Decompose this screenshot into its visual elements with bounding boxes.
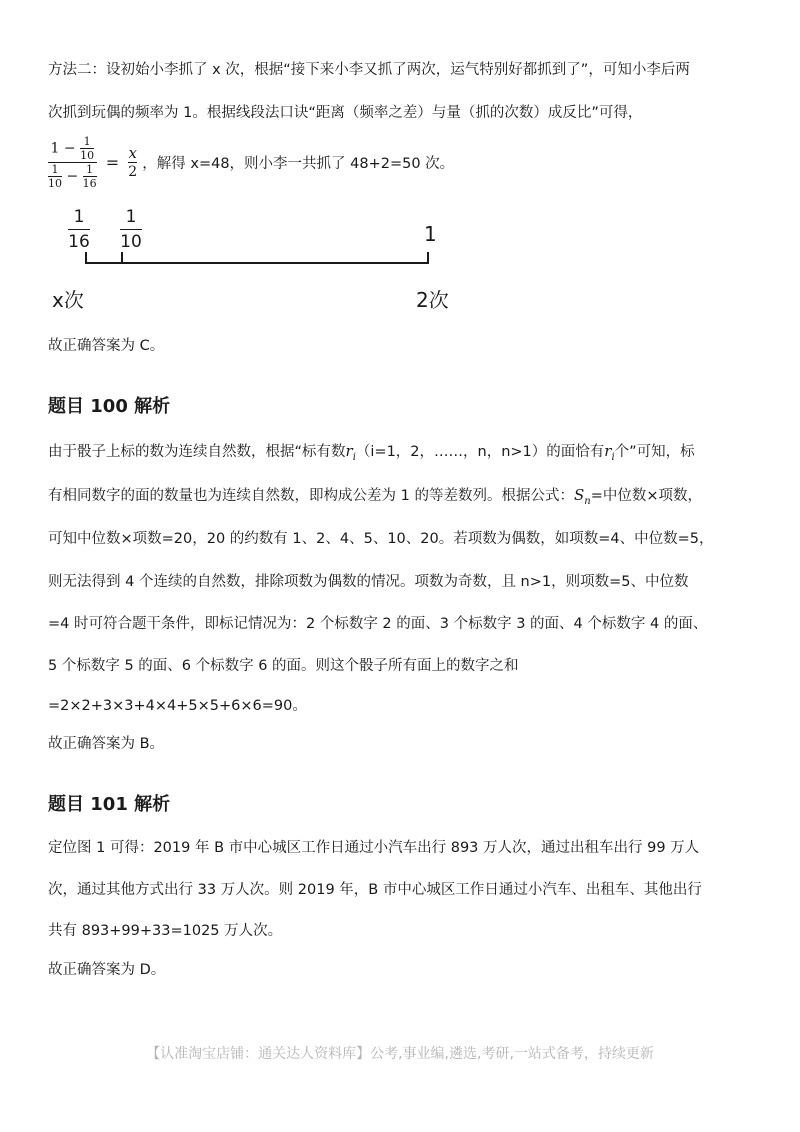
equation-lhs-fraction xyxy=(48,136,97,189)
q101-line-2: 次，通过其他方式出行 33 万人次。则 2019 年，B 市中心城区工作日通过小汽车、出租车、其他出行 xyxy=(48,882,702,898)
diagram-right-label: 2次 xyxy=(416,288,449,312)
line-segment-diagram xyxy=(48,200,468,320)
q100-l1-part-c: 个”可知，标 xyxy=(614,444,695,460)
q100-ri-symbol xyxy=(345,442,356,463)
eq-rhs-numerator: x xyxy=(128,144,137,162)
footer-watermark: 【认准淘宝店铺：通关达人资料库】公考,事业编,遴选,考研,一站式备考，持续更新 xyxy=(146,1046,654,1062)
eq-num-inner-denominator: 10 xyxy=(80,149,95,162)
eq-den-minus: − xyxy=(66,168,79,185)
q100-line-1 xyxy=(48,441,758,468)
q100-line-7: =2×2+3×3+4×4+5×5+6×6=90。 xyxy=(48,698,307,714)
q100-line-3: 可知中位数×项数=20，20 的约数有 1、2、4、5、10、20。若项数为偶数，如项数=4、中位数=5， xyxy=(48,531,714,547)
diagram-left-label: x次 xyxy=(52,288,84,312)
q100-ri-sub: i xyxy=(352,452,356,463)
method2-line-1: 方法二：设初始小李抓了 x 次，根据“接下来小李又抓了两次，运气特别好都抓到了”，可知小李后两 xyxy=(48,62,690,78)
q100-ri2-sub: i xyxy=(611,452,615,463)
diagram-left-numerator: 1 xyxy=(73,207,85,227)
diagram-left-denominator: 16 xyxy=(68,232,90,252)
diagram-segment xyxy=(48,200,468,320)
diagram-mid-numerator: 1 xyxy=(125,207,137,227)
method2-line-2: 次抓到玩偶的频率为 1。根据线段法口诀“距离（频率之差）与量（抓的次数）成反比”可得， xyxy=(48,105,643,121)
q100-l1-part-a: 由于骰子上标的数为连续自然数，根据“标有数 xyxy=(48,444,346,460)
eq-den-first-numerator: 1 xyxy=(51,163,59,176)
q101-line-3: 共有 893+99+33=1025 万人次。 xyxy=(48,923,283,939)
eq-equals-sign: = xyxy=(105,153,120,172)
q100-sn-symbol xyxy=(573,486,591,507)
q101-line-1: 定位图 1 可得：2019 年 B 市中心城区工作日通过小汽车出行 893 万人次，通过出租车出行 99 万人 xyxy=(48,840,700,856)
eq-num-one-minus: 1 − xyxy=(50,140,76,157)
q100-line-6: 5 个标数字 5 的面、6 个标数字 6 的面。则这个骰子所有面上的数字之和 xyxy=(48,658,519,674)
eq-den-first-denominator: 10 xyxy=(48,177,62,190)
eq-rhs-denominator: 2 xyxy=(128,164,138,180)
diagram-mid-denominator: 10 xyxy=(120,232,142,252)
eq-num-inner-numerator: 1 xyxy=(83,135,91,148)
q100-l1-part-b: （i=1，2，……，n，n>1）的面恰有 xyxy=(355,444,605,460)
method2-answer: 故正确答案为 C。 xyxy=(48,338,165,354)
q101-answer: 故正确答案为 D。 xyxy=(48,962,166,978)
equation-rhs-fraction xyxy=(128,145,137,180)
q100-heading: 题目 100 解析 xyxy=(48,396,171,417)
eq-den-second-denominator: 16 xyxy=(82,177,97,190)
eq-num-inner-fraction xyxy=(80,136,94,161)
q100-ri-r: r xyxy=(345,442,353,460)
diagram-right-value: 1 xyxy=(424,222,437,246)
q100-line-2 xyxy=(48,485,758,512)
q100-line-4: 则无法得到 4 个连续的自然数，排除项数为偶数的情况。项数为奇数，且 n>1，则项数=5、中位数 xyxy=(48,574,689,590)
q101-heading: 题目 101 解析 xyxy=(48,794,171,815)
eq-solution-text: ，解得 x=48，则小李一共抓了 48+2=50 次。 xyxy=(142,156,455,172)
q100-sn-s: S xyxy=(573,486,585,504)
q100-line-5: =4 时可符合题干条件，即标记情况为：2 个标数字 2 的面、3 个标数字 3 的面、4 个标数字 4 的面、 xyxy=(48,616,708,632)
q100-answer: 故正确答案为 B。 xyxy=(48,736,165,752)
q100-l2-part-a: 有相同数字的面的数量也为连续自然数，即构成公差为 1 的等差数列。根据公式： xyxy=(48,488,574,504)
q100-sn-sub: n xyxy=(584,496,591,507)
eq-den-second-fraction xyxy=(83,164,97,189)
eq-den-first-fraction xyxy=(48,164,62,189)
eq-den-second-numerator: 1 xyxy=(86,163,94,176)
q100-ri-symbol-2 xyxy=(604,442,615,463)
line-segment-equation xyxy=(48,136,454,192)
q100-ri2-r: r xyxy=(604,442,612,460)
q100-l2-part-b: =中位数×项数， xyxy=(590,488,702,504)
